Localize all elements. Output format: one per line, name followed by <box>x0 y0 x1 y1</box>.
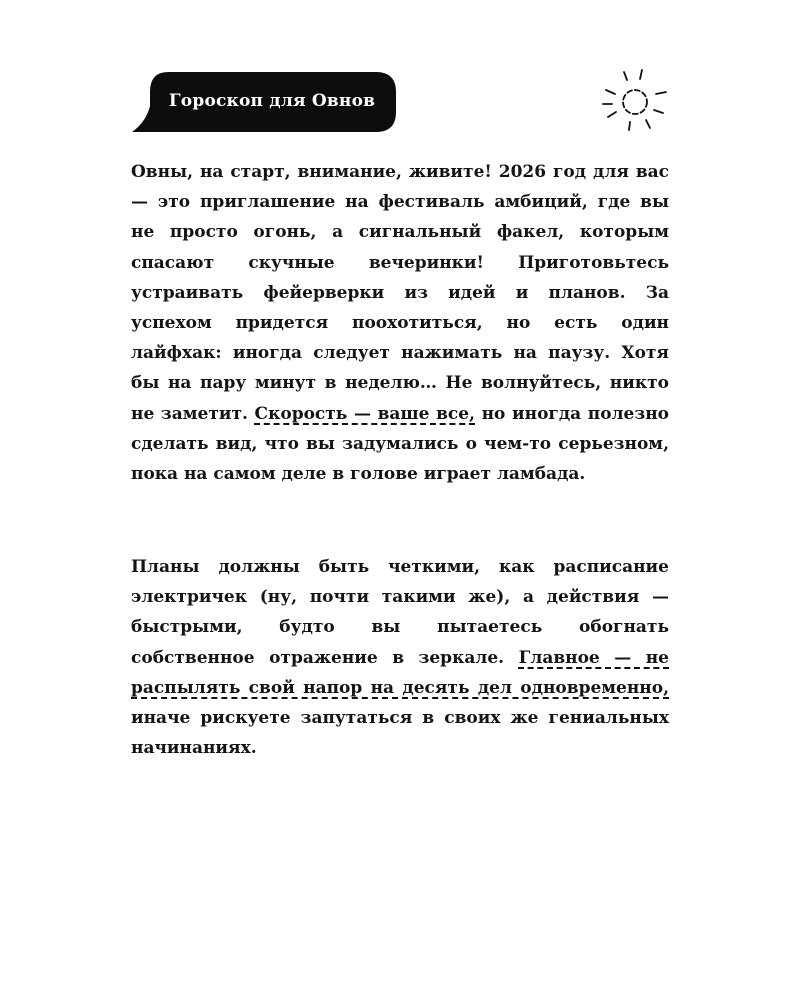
paragraph-text: но иногда полезно сделать вид, что вы задумались о чем-то серьезном, пока на самом деле в голове играет ламбада. <box>131 403 669 485</box>
paragraph-text: Планы должны быть четкими, как расписание электричек (ну, почти такими же), а действия — быстрыми, будто вы пытаетесь обогнать собственное отражение в зеркале. <box>131 557 669 668</box>
paragraph-text: Овны, на старт, внимание, живите! 2026 год для вас — это приглашение на фестиваль амбиций, где вы не просто огонь, а сигнальный факел, которым спасают скучные вечеринки! Приготовьтесь устраивать фейерверки из идей и планов. За успехом придется поохотиться, но есть один лайфхак: иногда следует нажимать на паузу. Хотя бы на пару минут в неделю… Не волнуйтесь, никто не заметит. <box>131 162 669 424</box>
title-speech-bubble <box>128 70 398 134</box>
page-title: Гороскоп для Овнов <box>168 91 376 111</box>
horoscope-paragraph-1 <box>131 157 669 489</box>
highlighted-phrase: Скорость — ваше все, <box>254 403 475 424</box>
paragraph-text: иначе рискуете запутаться в своих же гениальных начинаниях. <box>131 708 669 759</box>
sun-doodle-icon <box>598 66 674 136</box>
horoscope-paragraph-2 <box>131 552 669 763</box>
highlighted-phrase: Главное — не распылять свой напор на десять дел одновременно, <box>131 647 669 698</box>
